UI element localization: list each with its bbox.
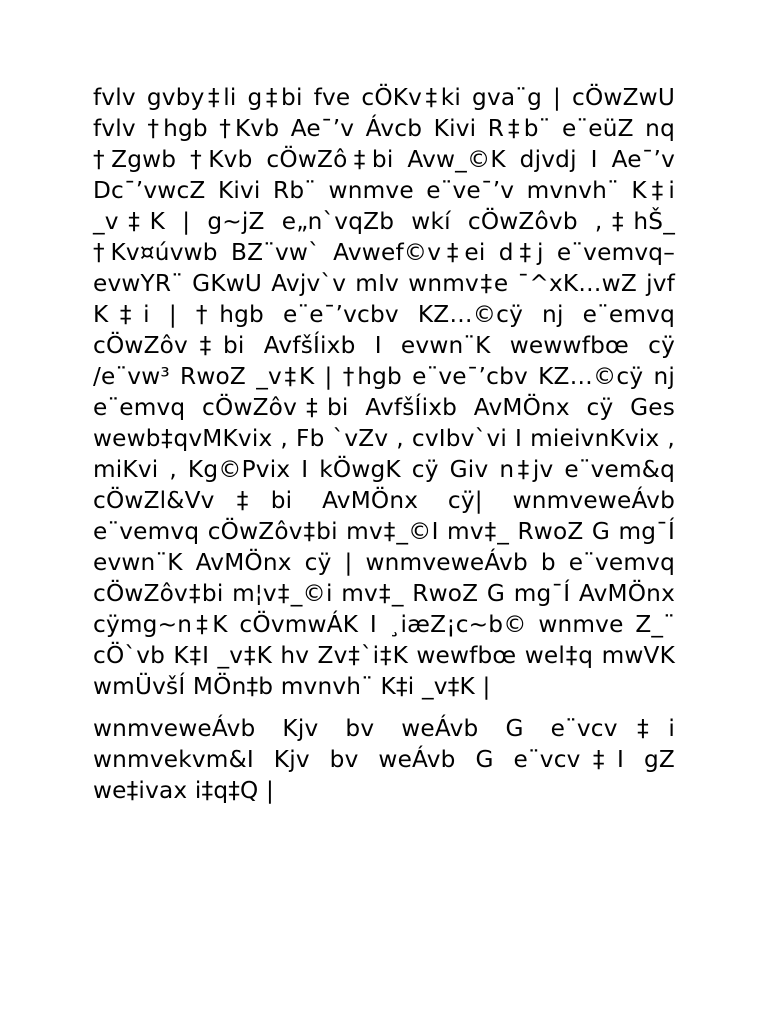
paragraph-1: fvlv gvby‡li g‡bi fve cÖKv‡ki gva¨g | cÖwZwU fvlv †hgb †Kvb Ae¯’v Ávcb Kivi R‡b¨ e¨eüZ nq †Zgwb †Kvb cÖwZô‡bi Avw_©K djvdj I Ae¯’v Dc¯’vwcZ Kivi Rb¨ wnmve e¨ve¯’v mvnvh¨ K‡i _v‡K | g~jZ e„n`vqZb wkí cÖwZôvb ,‡hŠ_ †Kv¤úvwb BZ¨vw` Avwef©v‡ei d‡j e¨vemvq– evwYR¨ GKwU Avjv`v mIv wnmv‡e ¯^xK…wZ jvf K‡i | †hgb e¨e¯’vcbv KZ…©cÿ nj e¨emvq cÖwZôv‡bi AvfšÍixb I evwn¨K wewwfbœ cÿ /e¨vw³ RwoZ _v‡K | †hgb e¨ve¯’cbv KZ…©cÿ nj e¨emvq cÖwZôv‡bi AvfšÍixb AvMÖnx cÿ Ges wewb‡qvMKvix , Fb `vZv , cvIbv`vi I mieivnKvix , miKvi , Kg©Pvix I kÖwgK cÿ Giv n‡jv e¨vem&q cÖwZl&Vv‡bi AvMÖnx cÿ| wnmveweÁvb e¨vemvq cÖwZôv‡bi mv‡_©I mv‡_ RwoZ G mg¯Í evwn¨K AvMÖnx cÿ | wnmveweÁvb b e¨vemvq cÖwZôv‡bi m¦v‡_©i mv‡_ RwoZ G mg¯Í AvMÖnx cÿmg~n‡K cÖvmwÁK I ¸iæZ¡c~b© wnmve Z_¨ cÖ`vb K‡I _v‡K hv Zv‡`i‡K wewfbœ wel‡q mwVK wmÜvšÍ MÖn‡b mvnvh¨ K‡i _v‡K | <box>93 84 675 700</box>
document-page <box>93 82 675 806</box>
paragraph-2: wnmveweÁvb Kjv bv weÁvb G e¨vcv‡i wnmvekvm&I Kjv bv weÁvb G e¨vcv‡I gZ we‡ivax i‡q‡Q | <box>93 715 675 804</box>
